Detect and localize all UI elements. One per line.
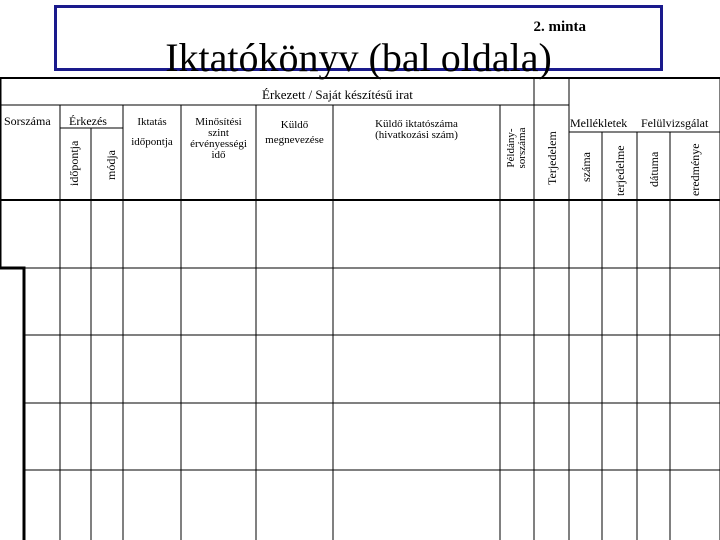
col-mellekletek-szama: száma [579,152,593,182]
col-felulvizsgalat-eredmenye: eredménye [688,143,702,196]
col-kuldo-iktatoszama: Küldő iktatószáma (hivatkozási szám) [375,118,458,141]
page-title: Iktatókönyv (bal oldala) [165,35,552,80]
col-erkezes-modja: módja [104,150,118,180]
group-header-incoming: Érkezett / Saját készítésű irat [262,87,413,102]
title-box [54,5,663,80]
col-felulvizsgalat-datuma: dátuma [647,151,661,187]
col-sorszama: Sorszáma [4,114,51,128]
sample-number: 2. minta [533,19,586,35]
col-erkezes-idopontja: időpontja [67,140,81,186]
col-mellekletek-terjedelme: terjedelme [613,145,627,196]
col-peldanysorszama: Példány- sorszáma [505,127,528,169]
col-iktatas: Iktatás időpontja [131,116,173,148]
col-mellekletek: Mellékletek [570,116,628,130]
col-felulvizsgalat: Felülvizsgálat [641,116,709,130]
col-kuldo-megnevezese: Küldő megnevezése [265,119,324,146]
col-terjedelem: Terjedelem [545,131,559,185]
col-minositesi-szint: Minősítési szint érvényességi idő [190,116,247,161]
col-erkezes: Érkezés [69,114,107,128]
